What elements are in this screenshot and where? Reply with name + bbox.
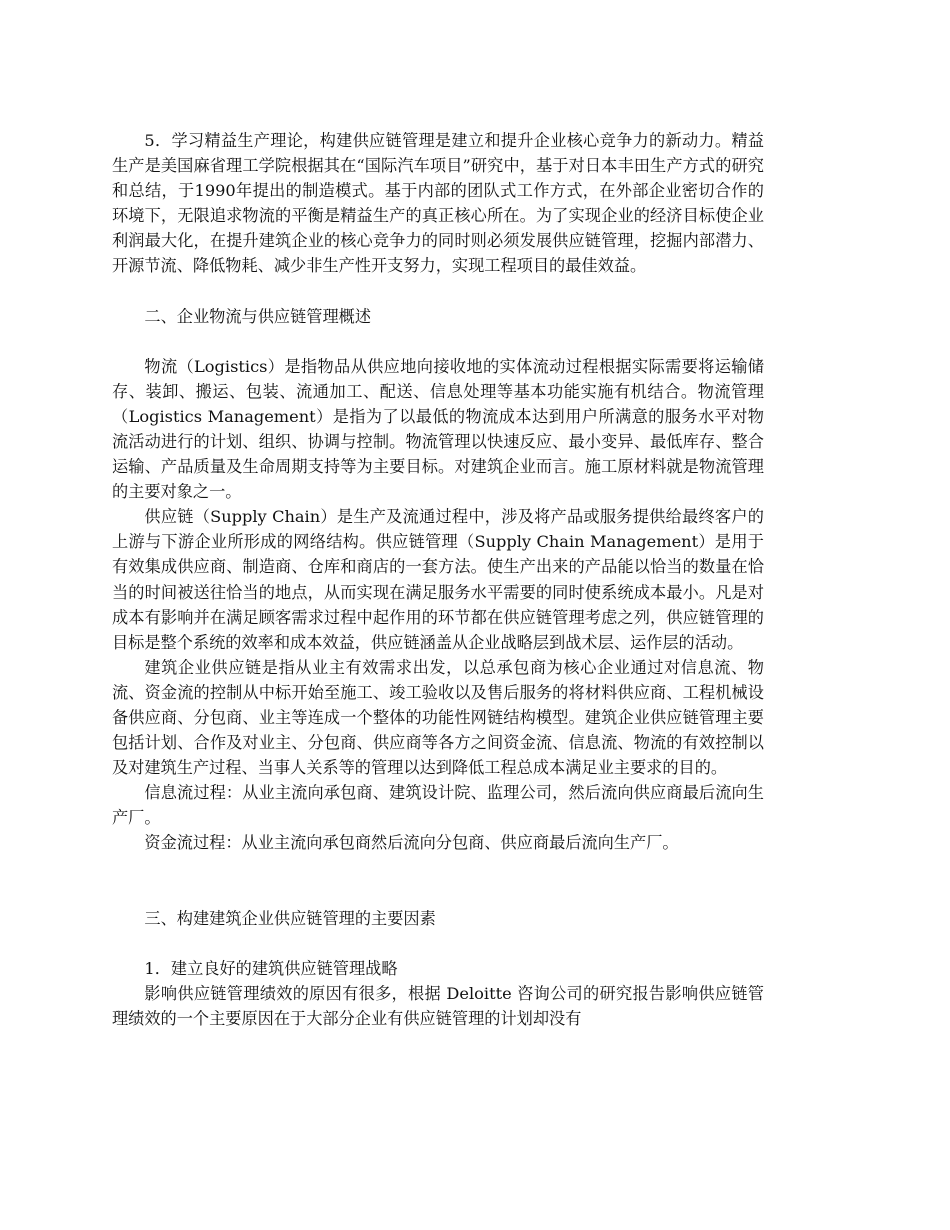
spacer	[112, 329, 764, 354]
document-page	[112, 128, 764, 1031]
section-heading-2: 二、企业物流与供应链管理概述	[144, 306, 372, 326]
spacer	[112, 856, 764, 906]
paragraph-lean-production: 5．学习精益生产理论，构建供应链管理是建立和提升企业核心竞争力的新动力。精益生产是美国麻省理工学院根据其在“国际汽车项目”研究中，基于对日本丰田生产方式的研究和总结，于1990年提出的制造模式。基于内部的团队式工作方式，在外部企业密切合作的环境下，无限追求物流的平衡是精益生产的真正核心所在。为了实现企业的经济目标使企业利润最大化，在提升建筑企业的核心竞争力的同时则必须发展供应链管理，挖掘内部潜力、开源节流、降低物耗、减少非生产性开支努力，实现工程项目的最佳效益。	[112, 131, 764, 276]
paragraph-construction-supply-chain: 建筑企业供应链是指从业主有效需求出发，以总承包商为核心企业通过对信息流、物流、资金流的控制从中标开始至施工、竣工验收以及售后服务的将材料供应商、工程机械设备供应商、分包商、业主等连成一个整体的功能性网链结构模型。建筑企业供应链管理主要包括计划、合作及对业主、分包商、供应商等各方之间资金流、信息流、物流的有效控制以及对建筑生产过程、当事人关系等的管理以达到降低工程总成本满足业主要求的目的。	[112, 657, 764, 778]
paragraph-information-flow: 信息流过程：从业主流向承包商、建筑设计院、监理公司，然后流向供应商最后流向生产厂。	[112, 783, 764, 828]
paragraph-strategy: 影响供应链管理绩效的原因有很多，根据 Deloitte 咨询公司的研究报告影响供应链管理绩效的一个主要原因在于大部分企业有供应链管理的计划却没有	[112, 983, 764, 1028]
subsection-heading-1: 1．建立良好的建筑供应链管理战略	[144, 958, 398, 978]
paragraph-logistics: 物流（Logistics）是指物品从供应地向接收地的实体流动过程根据实际需要将运输储存、装卸、搬运、包装、流通加工、配送、信息处理等基本功能实施有机结合。物流管理（Logistics Management）是指为了以最低的物流成本达到用户所满意的服务水平对物流活动进行的计划、组织、协调与控制。物流管理以快速反应、最小变异、最低库存、整合运输、产品质量及生命周期支持等为主要目标。对建筑企业而言。施工原材料就是物流管理的主要对象之一。	[112, 356, 764, 502]
spacer	[112, 931, 764, 956]
paragraph-capital-flow: 资金流过程：从业主流向承包商然后流向分包商、供应商最后流向生产厂。	[144, 833, 679, 853]
section-heading-3: 三、构建建筑企业供应链管理的主要因素	[144, 908, 436, 928]
paragraph-supply-chain: 供应链（Supply Chain）是生产及流通过程中，涉及将产品或服务提供给最终客户的上游与下游企业所形成的网络结构。供应链管理（Supply Chain Management）是用于有效集成供应商、制造商、仓库和商店的一套方法。使生产出来的产品能以恰当的数量在恰当的时间被送往恰当的地点，从而实现在满足服务水平需要的同时使系统成本最小。凡是对成本有影响并在满足顾客需求过程中起作用的环节都在供应链管理考虑之列，供应链管理的目标是整个系统的效率和成本效益，供应链涵盖从企业战略层到战术层、运作层的活动。	[112, 507, 764, 652]
spacer	[112, 279, 764, 304]
